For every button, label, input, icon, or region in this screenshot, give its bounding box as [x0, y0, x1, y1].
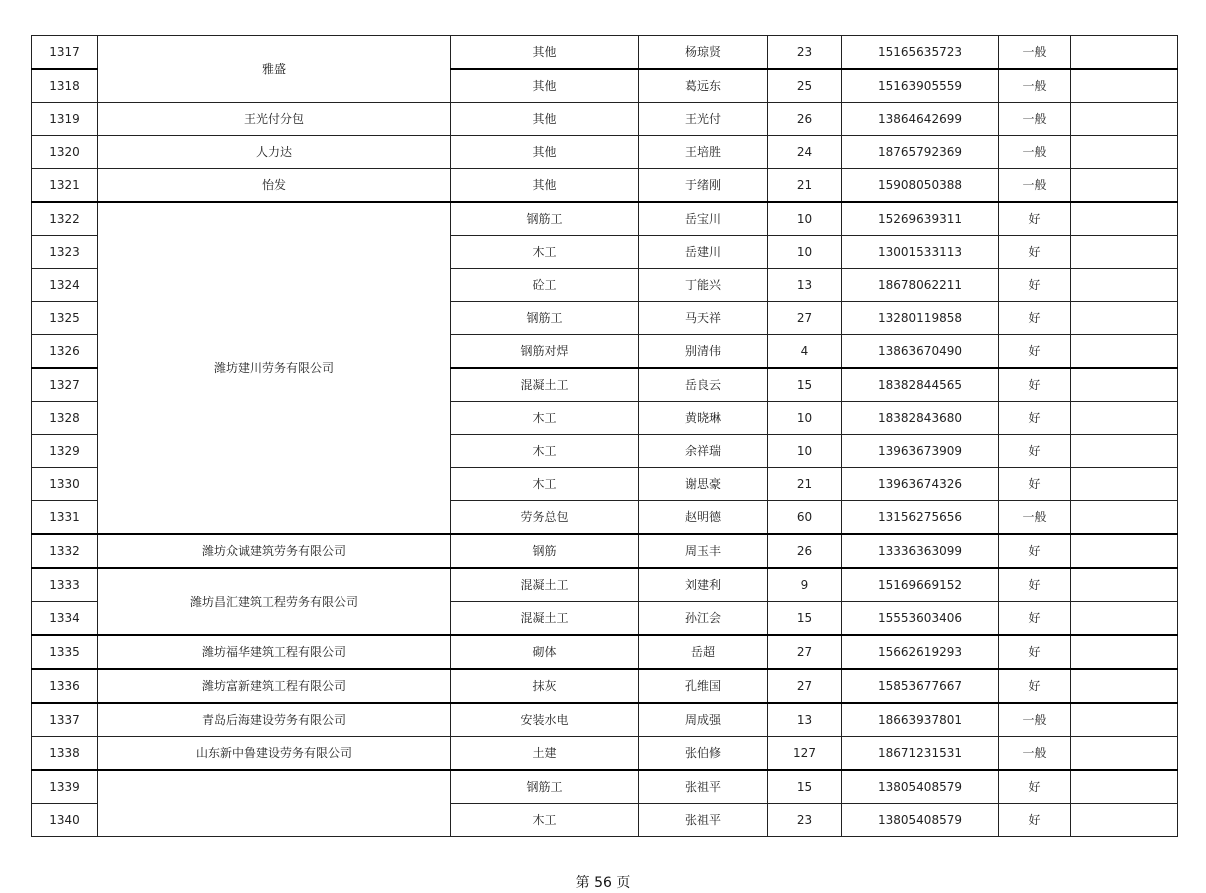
row-number-cell: 1324: [32, 269, 98, 302]
contact-name-cell: 孙江会: [639, 602, 768, 636]
company-cell: 潍坊昌汇建筑工程劳务有限公司: [98, 568, 451, 635]
work-type-cell: 其他: [451, 136, 639, 169]
work-type-cell: 混凝土工: [451, 602, 639, 636]
rating-cell: 好: [999, 368, 1071, 402]
page-number: 56: [594, 875, 612, 891]
contact-name-cell: 刘建利: [639, 568, 768, 602]
table-row: [32, 568, 1178, 602]
phone-cell: 15908050388: [842, 169, 999, 203]
work-type-cell: 砌体: [451, 635, 639, 669]
rating-cell: 好: [999, 602, 1071, 636]
contact-name-cell: 赵明德: [639, 501, 768, 535]
rating-cell: 好: [999, 804, 1071, 837]
worker-count-cell: 13: [768, 703, 842, 737]
footer-suffix: 页: [616, 875, 631, 891]
contact-name-cell: 杨琼贤: [639, 36, 768, 70]
work-type-cell: 钢筋工: [451, 302, 639, 335]
remarks-cell: [1071, 804, 1178, 837]
work-type-cell: 混凝土工: [451, 368, 639, 402]
remarks-cell: [1071, 368, 1178, 402]
row-number-cell: 1326: [32, 335, 98, 369]
row-number-cell: 1330: [32, 468, 98, 501]
worker-count-cell: 23: [768, 36, 842, 70]
work-type-cell: 木工: [451, 804, 639, 837]
rating-cell: 好: [999, 402, 1071, 435]
row-number-cell: 1332: [32, 534, 98, 568]
company-cell: 潍坊众诚建筑劳务有限公司: [98, 534, 451, 568]
rating-cell: 一般: [999, 36, 1071, 70]
worker-count-cell: 24: [768, 136, 842, 169]
page-footer: [0, 872, 1206, 892]
company-cell: [98, 770, 451, 837]
remarks-cell: [1071, 69, 1178, 103]
work-type-cell: 木工: [451, 236, 639, 269]
row-number-cell: 1321: [32, 169, 98, 203]
remarks-cell: [1071, 501, 1178, 535]
remarks-cell: [1071, 402, 1178, 435]
row-number-cell: 1317: [32, 36, 98, 70]
remarks-cell: [1071, 169, 1178, 203]
phone-cell: 18765792369: [842, 136, 999, 169]
phone-cell: 15662619293: [842, 635, 999, 669]
rating-cell: 一般: [999, 501, 1071, 535]
row-number-cell: 1337: [32, 703, 98, 737]
row-number-cell: 1329: [32, 435, 98, 468]
phone-cell: 15165635723: [842, 36, 999, 70]
rating-cell: 好: [999, 568, 1071, 602]
table-row: [32, 635, 1178, 669]
phone-cell: 13001533113: [842, 236, 999, 269]
worker-count-cell: 26: [768, 534, 842, 568]
worker-count-cell: 10: [768, 402, 842, 435]
row-number-cell: 1322: [32, 202, 98, 236]
row-number-cell: 1323: [32, 236, 98, 269]
contact-name-cell: 黄晓琳: [639, 402, 768, 435]
contact-name-cell: 王光付: [639, 103, 768, 136]
phone-cell: 15853677667: [842, 669, 999, 703]
phone-cell: 13963674326: [842, 468, 999, 501]
company-cell: 青岛后海建设劳务有限公司: [98, 703, 451, 737]
phone-cell: 15269639311: [842, 202, 999, 236]
work-type-cell: 安装水电: [451, 703, 639, 737]
row-number-cell: 1335: [32, 635, 98, 669]
table-row: [32, 737, 1178, 771]
contact-name-cell: 周玉丰: [639, 534, 768, 568]
phone-cell: 18382843680: [842, 402, 999, 435]
row-number-cell: 1340: [32, 804, 98, 837]
company-cell: 山东新中鲁建设劳务有限公司: [98, 737, 451, 771]
worker-count-cell: 4: [768, 335, 842, 369]
table-row: [32, 669, 1178, 703]
work-type-cell: 木工: [451, 402, 639, 435]
work-type-cell: 钢筋工: [451, 770, 639, 804]
rating-cell: 一般: [999, 103, 1071, 136]
contact-name-cell: 周成强: [639, 703, 768, 737]
remarks-cell: [1071, 703, 1178, 737]
worker-count-cell: 15: [768, 770, 842, 804]
worker-count-cell: 127: [768, 737, 842, 771]
contact-name-cell: 孔维国: [639, 669, 768, 703]
contact-name-cell: 余祥瑞: [639, 435, 768, 468]
worker-count-cell: 60: [768, 501, 842, 535]
phone-cell: 18382844565: [842, 368, 999, 402]
remarks-cell: [1071, 468, 1178, 501]
rating-cell: 好: [999, 635, 1071, 669]
row-number-cell: 1320: [32, 136, 98, 169]
phone-cell: 13156275656: [842, 501, 999, 535]
worker-count-cell: 21: [768, 468, 842, 501]
remarks-cell: [1071, 202, 1178, 236]
table-row: [32, 703, 1178, 737]
table-row: [32, 534, 1178, 568]
row-number-cell: 1325: [32, 302, 98, 335]
table-row: [32, 770, 1178, 804]
rating-cell: 一般: [999, 169, 1071, 203]
work-type-cell: 木工: [451, 435, 639, 468]
contact-name-cell: 岳建川: [639, 236, 768, 269]
worker-count-cell: 26: [768, 103, 842, 136]
rating-cell: 好: [999, 770, 1071, 804]
phone-cell: 13336363099: [842, 534, 999, 568]
work-type-cell: 木工: [451, 468, 639, 501]
remarks-cell: [1071, 602, 1178, 636]
table-row: [32, 36, 1178, 70]
work-type-cell: 抹灰: [451, 669, 639, 703]
work-type-cell: 砼工: [451, 269, 639, 302]
remarks-cell: [1071, 335, 1178, 369]
remarks-cell: [1071, 236, 1178, 269]
rating-cell: 好: [999, 335, 1071, 369]
row-number-cell: 1339: [32, 770, 98, 804]
rating-cell: 一般: [999, 703, 1071, 737]
table-row: [32, 103, 1178, 136]
worker-count-cell: 9: [768, 568, 842, 602]
rating-cell: 好: [999, 435, 1071, 468]
company-cell: 潍坊福华建筑工程有限公司: [98, 635, 451, 669]
remarks-cell: [1071, 669, 1178, 703]
company-cell: 王光付分包: [98, 103, 451, 136]
remarks-cell: [1071, 534, 1178, 568]
phone-cell: 13805408579: [842, 770, 999, 804]
worker-count-cell: 27: [768, 669, 842, 703]
company-cell: 潍坊富新建筑工程有限公司: [98, 669, 451, 703]
contact-name-cell: 岳宝川: [639, 202, 768, 236]
rating-cell: 一般: [999, 737, 1071, 771]
phone-cell: 13863670490: [842, 335, 999, 369]
rating-cell: 好: [999, 236, 1071, 269]
rating-cell: 一般: [999, 136, 1071, 169]
row-number-cell: 1328: [32, 402, 98, 435]
contact-name-cell: 张伯修: [639, 737, 768, 771]
company-cell: 雅盛: [98, 36, 451, 103]
company-cell: 怡发: [98, 169, 451, 203]
worker-count-cell: 15: [768, 602, 842, 636]
remarks-cell: [1071, 103, 1178, 136]
phone-cell: 15169669152: [842, 568, 999, 602]
worker-count-cell: 27: [768, 302, 842, 335]
work-type-cell: 钢筋对焊: [451, 335, 639, 369]
row-number-cell: 1333: [32, 568, 98, 602]
phone-cell: 18671231531: [842, 737, 999, 771]
work-type-cell: 钢筋工: [451, 202, 639, 236]
row-number-cell: 1318: [32, 69, 98, 103]
contact-name-cell: 谢思豪: [639, 468, 768, 501]
remarks-cell: [1071, 302, 1178, 335]
table-row: [32, 136, 1178, 169]
phone-cell: 15553603406: [842, 602, 999, 636]
work-type-cell: 土建: [451, 737, 639, 771]
phone-cell: 18663937801: [842, 703, 999, 737]
worker-count-cell: 25: [768, 69, 842, 103]
rating-cell: 一般: [999, 69, 1071, 103]
work-type-cell: 其他: [451, 69, 639, 103]
contractor-table: [31, 35, 1178, 837]
company-cell: 潍坊建川劳务有限公司: [98, 202, 451, 534]
phone-cell: 13864642699: [842, 103, 999, 136]
contact-name-cell: 马天祥: [639, 302, 768, 335]
worker-count-cell: 15: [768, 368, 842, 402]
worker-count-cell: 13: [768, 269, 842, 302]
row-number-cell: 1319: [32, 103, 98, 136]
contact-name-cell: 于绪刚: [639, 169, 768, 203]
remarks-cell: [1071, 269, 1178, 302]
phone-cell: 13963673909: [842, 435, 999, 468]
contact-name-cell: 丁能兴: [639, 269, 768, 302]
worker-count-cell: 10: [768, 435, 842, 468]
rating-cell: 好: [999, 534, 1071, 568]
rating-cell: 好: [999, 302, 1071, 335]
worker-count-cell: 21: [768, 169, 842, 203]
remarks-cell: [1071, 770, 1178, 804]
contact-name-cell: 葛远东: [639, 69, 768, 103]
rating-cell: 好: [999, 202, 1071, 236]
row-number-cell: 1331: [32, 501, 98, 535]
remarks-cell: [1071, 737, 1178, 771]
remarks-cell: [1071, 435, 1178, 468]
contact-name-cell: 别清伟: [639, 335, 768, 369]
work-type-cell: 其他: [451, 36, 639, 70]
contact-name-cell: 王培胜: [639, 136, 768, 169]
contact-name-cell: 张祖平: [639, 770, 768, 804]
work-type-cell: 钢筋: [451, 534, 639, 568]
work-type-cell: 混凝土工: [451, 568, 639, 602]
work-type-cell: 劳务总包: [451, 501, 639, 535]
phone-cell: 13805408579: [842, 804, 999, 837]
phone-cell: 18678062211: [842, 269, 999, 302]
rating-cell: 好: [999, 269, 1071, 302]
remarks-cell: [1071, 136, 1178, 169]
worker-count-cell: 10: [768, 236, 842, 269]
table-row: [32, 202, 1178, 236]
rating-cell: 好: [999, 468, 1071, 501]
work-type-cell: 其他: [451, 169, 639, 203]
contact-name-cell: 张祖平: [639, 804, 768, 837]
phone-cell: 13280119858: [842, 302, 999, 335]
company-cell: 人力达: [98, 136, 451, 169]
contact-name-cell: 岳超: [639, 635, 768, 669]
worker-count-cell: 10: [768, 202, 842, 236]
row-number-cell: 1334: [32, 602, 98, 636]
row-number-cell: 1327: [32, 368, 98, 402]
table-row: [32, 169, 1178, 203]
worker-count-cell: 27: [768, 635, 842, 669]
row-number-cell: 1336: [32, 669, 98, 703]
remarks-cell: [1071, 568, 1178, 602]
phone-cell: 15163905559: [842, 69, 999, 103]
remarks-cell: [1071, 635, 1178, 669]
remarks-cell: [1071, 36, 1178, 70]
worker-count-cell: 23: [768, 804, 842, 837]
footer-prefix: 第: [575, 875, 590, 891]
row-number-cell: 1338: [32, 737, 98, 771]
rating-cell: 好: [999, 669, 1071, 703]
work-type-cell: 其他: [451, 103, 639, 136]
contact-name-cell: 岳良云: [639, 368, 768, 402]
